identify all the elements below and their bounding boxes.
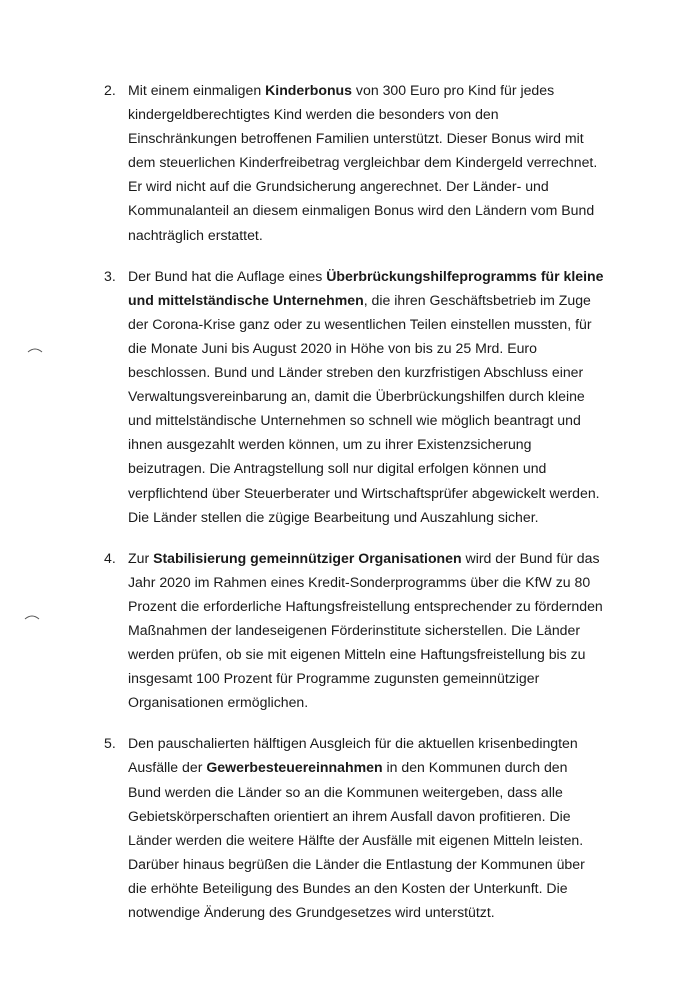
item-text-bold: Gewerbesteuereinnahmen [206,759,383,776]
item-text-pre: Den pauschalierten hälftigen Ausgleich für die aktuellen krisenbedingten Ausfälle der [128,735,578,776]
item-text-post: von 300 Euro pro Kind für jedes kindergeldberechtigtes Kind werden die besonders von den Einschränkungen betroffenen Familien unterstützt. Dieser Bonus wird mit dem steuerlichen Kinderfreibetrag vergleichbar dem Kindergeld verrechnet. Er wird nicht auf die Grundsicherung angerechnet. Der Länder- und Kommunalanteil an diesem einmaligen Bonus wird den Ländern vom Bund nachträglich erstattet. [128,82,598,243]
list-item [104,731,604,924]
list-item [104,264,604,529]
list-item [104,546,604,715]
item-number: 3. [104,267,116,284]
item-number: 2. [104,82,116,98]
item-text-pre: Der Bund hat die Auflage eines [128,267,327,284]
item-text-bold: Stabilisierung gemeinnütziger Organisationen [153,549,462,566]
item-text [128,731,604,924]
item-text-pre: Zur [128,549,154,566]
item-number: 4. [104,549,116,566]
punch-hole-mark [27,346,43,354]
item-text [128,78,604,247]
item-text-post: in den Kommunen durch den Bund werden die Länder so an die Kommunen weitergeben, dass alle Gebietskörperschaften orientiert an ihrem Ausfall davon profitieren. Die Länder werden die weitere Hälfte der Ausfälle mit eigenen Mitteln leisten. Darüber hinaus begrüßen die Länder die Entlastung der Kommunen über die erhöhte Beteiligung des Bundes an den Kosten der Unterkunft. Die notwendige Änderung des Grundgesetzes wird unterstützt. [128,759,585,920]
punch-hole-mark [24,613,40,621]
item-text-post: wird der Bund für das Jahr 2020 im Rahmen eines Kredit-Sonderprogramms über die KfW zu 80 Prozent die erforderliche Haftungsfreistellung entsprechender zu fördernden Maßnahmen der landeseigenen Förderinstitute sicherstellen. Die Länder werden prüfen, ob sie mit eigenen Mitteln eine Haftungsfreistellung bis zu insgesamt 100 Prozent für Programme zugunsten gemeinnütziger Organisationen ermöglichen. [128,549,603,711]
item-text-pre: Mit einem einmaligen [128,82,266,98]
item-text-post: , die ihren Geschäftsbetrieb im Zuge der Corona-Krise ganz oder zu wesentlichen Teilen einstellen mussten, für die Monate Juni bis August 2020 in Höhe von bis zu 25 Mrd. Euro beschlossen. Bund und Länder streben den kurzfristigen Abschluss einer Verwaltungsvereinbarung an, damit die Überbrückungshilfen durch kleine und mittelständische Unternehmen so schnell wie möglich beantragt und ihnen ausgezahlt werden können, um zu ihrer Existenzsicherung beizutragen. Die Antragstellung soll nur digital erfolgen können und verpflichtend über Steuerberater und Wirtschaftsprüfer abgewickelt werden. Die Länder stellen die zügige Bearbeitung und Auszahlung sicher. [128,291,600,525]
list-item [104,78,604,247]
item-text [128,264,604,529]
item-text-bold: Kinderbonus [265,82,353,98]
item-text [128,546,604,715]
numbered-list [104,78,604,941]
item-number: 5. [104,735,116,752]
item-text-bold: Überbrückungshilfeprogramms für kleine und mittelständische Unternehmen [128,267,604,308]
